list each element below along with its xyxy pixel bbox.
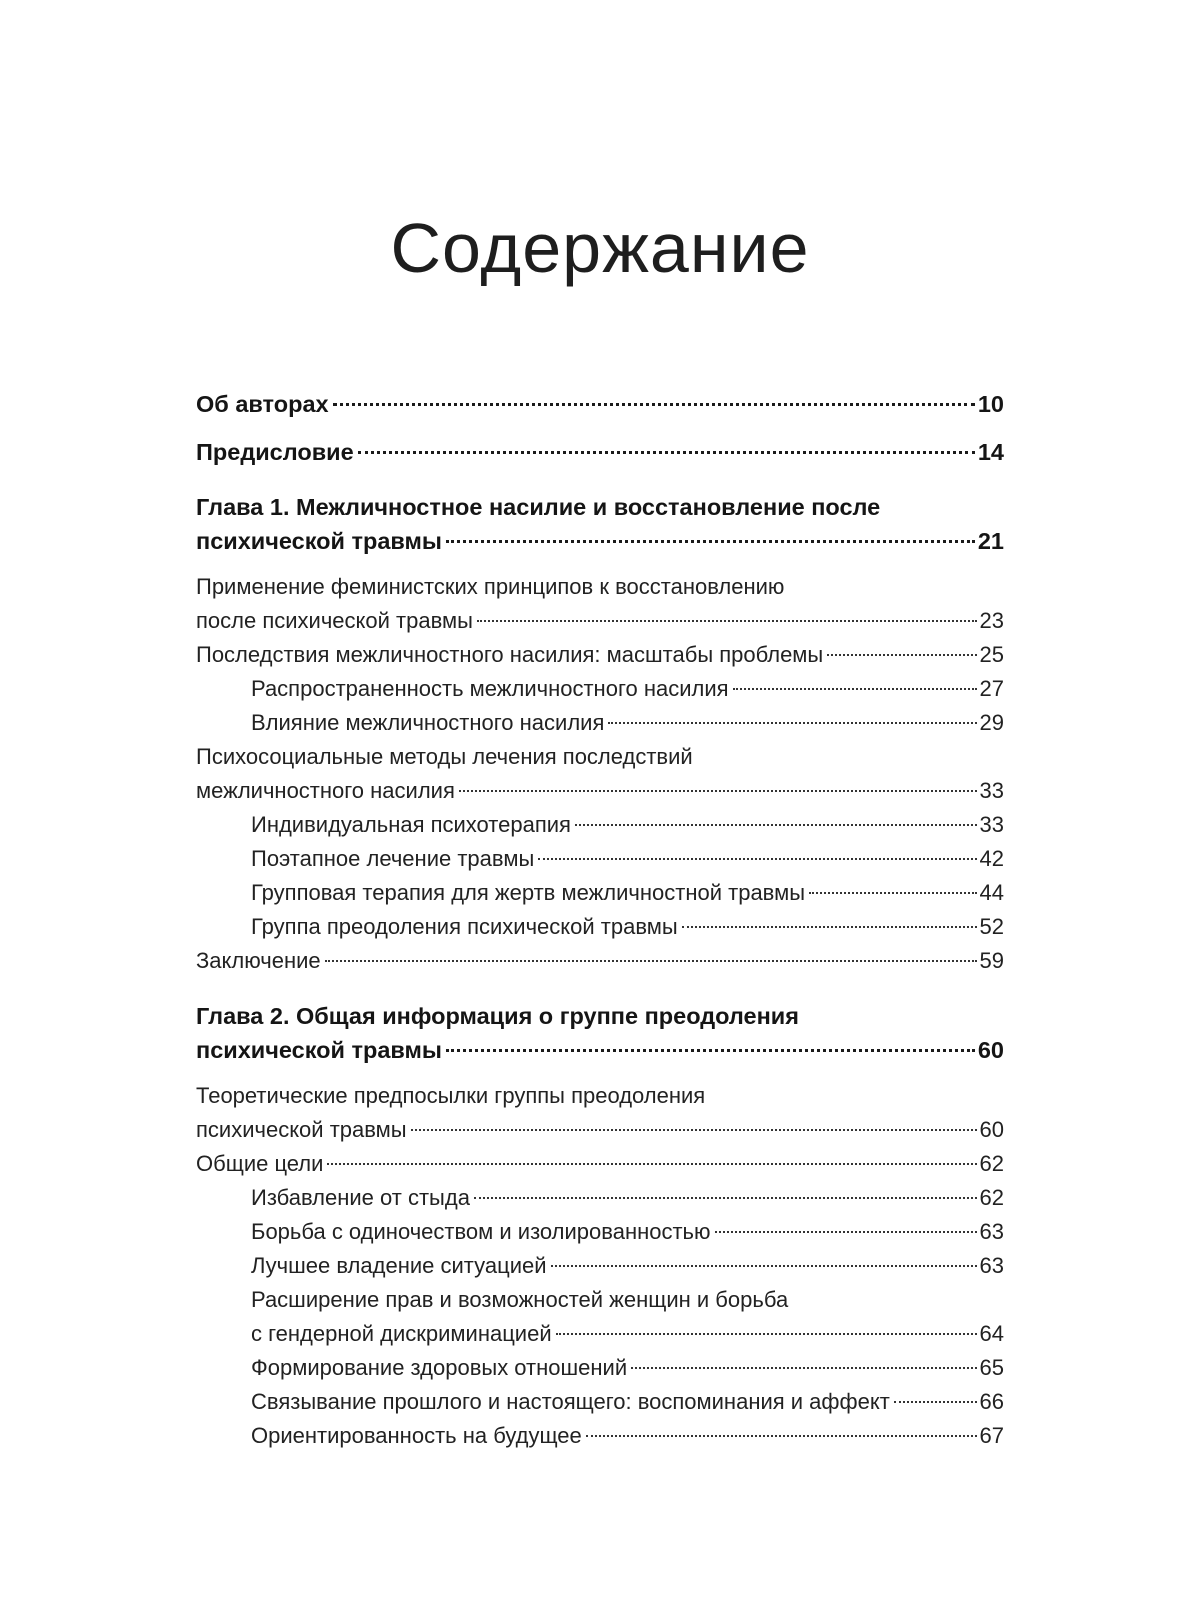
dot-leader	[411, 1129, 977, 1131]
toc-page-number: 25	[979, 642, 1004, 667]
toc-entry[interactable]	[196, 1079, 1004, 1147]
toc-page-number: 64	[979, 1321, 1004, 1346]
toc-page-number: 29	[979, 710, 1004, 735]
toc-entry-title-line1: Расширение прав и возможностей женщин и борьба	[251, 1287, 789, 1312]
toc-entry-about-authors[interactable]	[196, 387, 1004, 421]
toc-entry-title: Связывание прошлого и настоящего: воспоминания и аффект	[251, 1389, 890, 1414]
toc-entry-title-line1: Теоретические предпосылки группы преодоления	[196, 1083, 706, 1108]
dot-leader	[575, 824, 977, 826]
toc-entry[interactable]	[196, 570, 1004, 638]
toc-page-number: 33	[979, 812, 1004, 837]
toc-page-number: 59	[979, 948, 1004, 973]
dot-leader	[477, 620, 977, 622]
dot-leader	[551, 1265, 977, 1267]
toc-page-number: 62	[979, 1151, 1004, 1176]
toc-entry-preface[interactable]	[196, 435, 1004, 469]
toc-entry[interactable]	[196, 910, 1004, 944]
dot-leader	[827, 654, 976, 656]
dot-leader	[586, 1435, 977, 1437]
toc-entry[interactable]	[196, 876, 1004, 910]
toc-entry-title: Ориентированность на будущее	[251, 1423, 582, 1448]
toc-entry-title: Предисловие	[196, 439, 354, 465]
toc-entry[interactable]	[196, 1215, 1004, 1249]
toc-page-number: 27	[979, 676, 1004, 701]
dot-leader	[474, 1197, 977, 1199]
toc-entry-title: Заключение	[196, 948, 321, 973]
toc-page-number: 65	[979, 1355, 1004, 1380]
toc-page-number: 52	[979, 914, 1004, 939]
dot-leader	[446, 540, 975, 543]
toc-entry[interactable]	[196, 706, 1004, 740]
dot-leader	[715, 1231, 977, 1233]
toc-entry-title: Об авторах	[196, 391, 329, 417]
toc-entry[interactable]	[196, 1419, 1004, 1453]
toc-page-number: 60	[979, 1117, 1004, 1142]
toc-entry-title: межличностного насилия	[196, 778, 455, 803]
toc-page-number: 60	[977, 1037, 1004, 1063]
toc-page-number: 63	[979, 1253, 1004, 1278]
toc-entry-title: Борьба с одиночеством и изолированностью	[251, 1219, 711, 1244]
toc-entry[interactable]	[196, 638, 1004, 672]
toc-entry-title: Поэтапное лечение травмы	[251, 846, 535, 871]
dot-leader	[446, 1049, 975, 1052]
toc-entry[interactable]	[196, 842, 1004, 876]
toc-entry[interactable]	[196, 1385, 1004, 1419]
toc-entry-title: психической травмы	[196, 1037, 443, 1063]
toc-entry-title-line1: Применение феминистских принципов к восстановлению	[196, 574, 785, 599]
toc-entry-title: Избавление от стыда	[251, 1185, 470, 1210]
toc-page-number: 66	[979, 1389, 1004, 1414]
dot-leader	[608, 722, 976, 724]
toc-entry[interactable]	[196, 944, 1004, 978]
toc-entry[interactable]	[196, 1249, 1004, 1283]
toc-entry-title-line1: Глава 1. Межличностное насилие и восстановление после	[196, 494, 881, 520]
dot-leader	[538, 858, 976, 860]
toc-entry-title: психической травмы	[196, 528, 443, 554]
toc-page-number: 42	[979, 846, 1004, 871]
toc-entry-title: Групповая терапия для жертв межличностной травмы	[251, 880, 806, 905]
toc-entry-title-line1: Психосоциальные методы лечения последствий	[196, 744, 693, 769]
toc-page-number: 62	[979, 1185, 1004, 1210]
toc-page-number: 44	[979, 880, 1004, 905]
toc-entry-title: Последствия межличностного насилия: масштабы проблемы	[196, 642, 824, 667]
toc-entry[interactable]	[196, 1147, 1004, 1181]
dot-leader	[459, 790, 977, 792]
dot-leader	[358, 451, 975, 454]
toc-entry-title: Лучшее владение ситуацией	[251, 1253, 547, 1278]
toc-page-number: 21	[977, 528, 1004, 554]
toc-entry-title: после психической травмы	[196, 608, 473, 633]
table-of-contents	[196, 387, 1004, 1453]
toc-entry-title: Общие цели	[196, 1151, 324, 1176]
toc-page-number: 63	[979, 1219, 1004, 1244]
toc-entry-title: Группа преодоления психической травмы	[251, 914, 678, 939]
dot-leader	[556, 1333, 977, 1335]
dot-leader	[682, 926, 977, 928]
toc-entry-title: психической травмы	[196, 1117, 407, 1142]
toc-entry[interactable]	[196, 740, 1004, 808]
toc-page-number: 67	[979, 1423, 1004, 1448]
toc-page-number: 23	[979, 608, 1004, 633]
toc-entry-chapter-2[interactable]	[196, 999, 1004, 1067]
dot-leader	[325, 960, 977, 962]
toc-entry-chapter-1[interactable]	[196, 490, 1004, 558]
toc-entry[interactable]	[196, 808, 1004, 842]
toc-entry-title: Влияние межличностного насилия	[251, 710, 605, 735]
dot-leader	[327, 1163, 976, 1165]
toc-entry[interactable]	[196, 1181, 1004, 1215]
toc-page-number: 14	[977, 439, 1004, 465]
toc-page-number: 33	[979, 778, 1004, 803]
dot-leader	[733, 688, 977, 690]
dot-leader	[333, 403, 975, 406]
toc-entry[interactable]	[196, 1351, 1004, 1385]
toc-entry-title-line1: Глава 2. Общая информация о группе преодоления	[196, 1003, 799, 1029]
dot-leader	[809, 892, 976, 894]
toc-entry-title: Индивидуальная психотерапия	[251, 812, 571, 837]
toc-entry-title: Распространенность межличностного насилия	[251, 676, 729, 701]
toc-entry[interactable]	[196, 1283, 1004, 1351]
toc-page-number: 10	[977, 391, 1004, 417]
toc-entry-title: Формирование здоровых отношений	[251, 1355, 628, 1380]
dot-leader	[631, 1367, 976, 1369]
toc-entry-title: с гендерной дискриминацией	[251, 1321, 552, 1346]
toc-entry[interactable]	[196, 672, 1004, 706]
dot-leader	[894, 1401, 977, 1403]
page-title: Содержание	[390, 209, 810, 287]
